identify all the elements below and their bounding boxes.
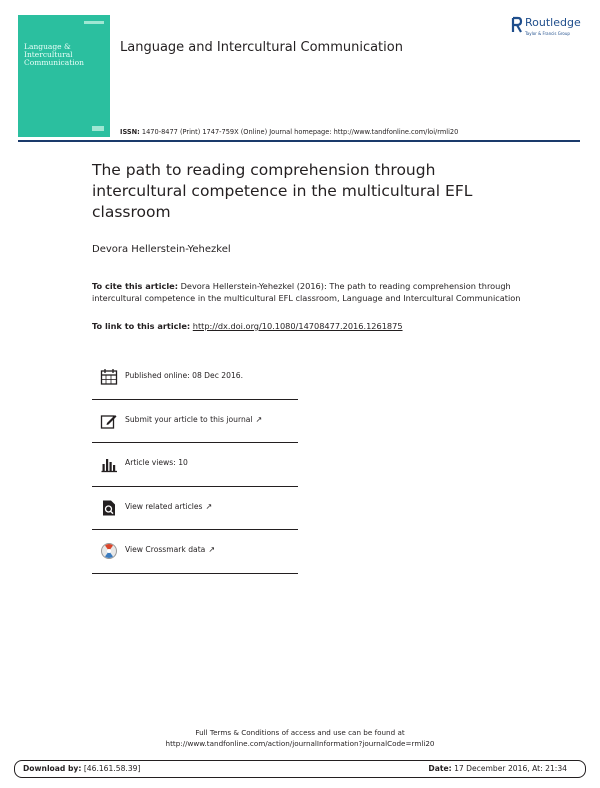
doi-link[interactable]: http://dx.doi.org/10.1080/14708477.2016.1261875: [192, 321, 403, 331]
meta-views: [92, 443, 298, 487]
publisher-logo: [511, 16, 591, 44]
bar-chart-icon: [100, 455, 118, 473]
article-title: The path to reading comprehension through intercultural competence in the multicultural EFL classroom: [92, 161, 473, 221]
issn-text: 1470-8477 (Print) 1747-759X (Online) Journal homepage:: [141, 128, 332, 136]
crossmark-label: View Crossmark data: [125, 545, 206, 554]
meta-published: [92, 356, 298, 400]
routledge-logo-icon: [511, 16, 523, 34]
logo-word: Routledge: [525, 16, 581, 29]
external-link-icon: ↗: [208, 545, 216, 554]
edit-icon: [100, 412, 118, 430]
article-views: Article views: 10: [125, 458, 188, 467]
crossmark-icon: [100, 542, 118, 560]
calendar-icon: [100, 368, 118, 386]
submit-label: Submit your article to this journal: [125, 414, 253, 424]
document-search-icon: [100, 499, 118, 517]
downloaded-by-value: [46.161.58.39]: [83, 764, 141, 773]
published-date: Published online: 08 Dec 2016.: [125, 371, 244, 380]
download-date-value: 17 December 2016, At: 21:34: [454, 764, 567, 773]
terms-url[interactable]: http://www.tandfonline.com/action/journalInformation?journalCode=rmli20: [165, 739, 435, 748]
issn-label: ISSN:: [120, 128, 140, 136]
downloaded-by: [23, 764, 140, 773]
issn-line: [120, 128, 458, 136]
logo-subtext: Taylor & Francis Group: [525, 31, 570, 36]
cite-label: To cite this article:: [92, 281, 178, 291]
meta-crossmark[interactable]: [92, 530, 298, 574]
terms-notice: [0, 727, 600, 749]
terms-line-1: Full Terms & Conditions of access and use can be found at: [195, 728, 405, 737]
citation: [92, 280, 532, 304]
journal-cover: [18, 15, 110, 137]
related-articles-link[interactable]: [125, 502, 212, 511]
external-link-icon: ↗: [255, 414, 263, 424]
journal-homepage-link[interactable]: http://www.tandfonline.com/loi/rmli20: [333, 128, 459, 136]
download-date-label: Date:: [428, 764, 452, 773]
journal-title: Language and Intercultural Communication: [120, 40, 403, 55]
meta-submit[interactable]: [92, 400, 298, 444]
submit-article-link[interactable]: [125, 415, 262, 424]
download-info-bar: [14, 760, 586, 778]
cover-publisher-mark: [92, 126, 104, 131]
related-label: View related articles: [125, 501, 203, 511]
article-meta-list: [92, 356, 298, 574]
downloaded-by-label: Download by:: [23, 764, 82, 773]
download-date: [428, 764, 567, 773]
cover-journal-name: Language & Intercultural Communication: [24, 42, 84, 67]
article-author: Devora Hellerstein-Yehezkel: [92, 244, 231, 255]
header-divider: [18, 140, 580, 142]
article-link: [92, 321, 403, 331]
link-label: To link to this article:: [92, 321, 191, 331]
crossmark-link[interactable]: [125, 545, 215, 554]
external-link-icon: ↗: [205, 501, 213, 511]
cite-text: Devora Hellerstein-Yehezkel (2016): The path to reading comprehension through intercultural competence in the multicultural EFL classroom, Language and Intercultural Communication: [92, 281, 521, 303]
meta-related[interactable]: [92, 487, 298, 531]
cover-top-mark: [84, 21, 104, 24]
